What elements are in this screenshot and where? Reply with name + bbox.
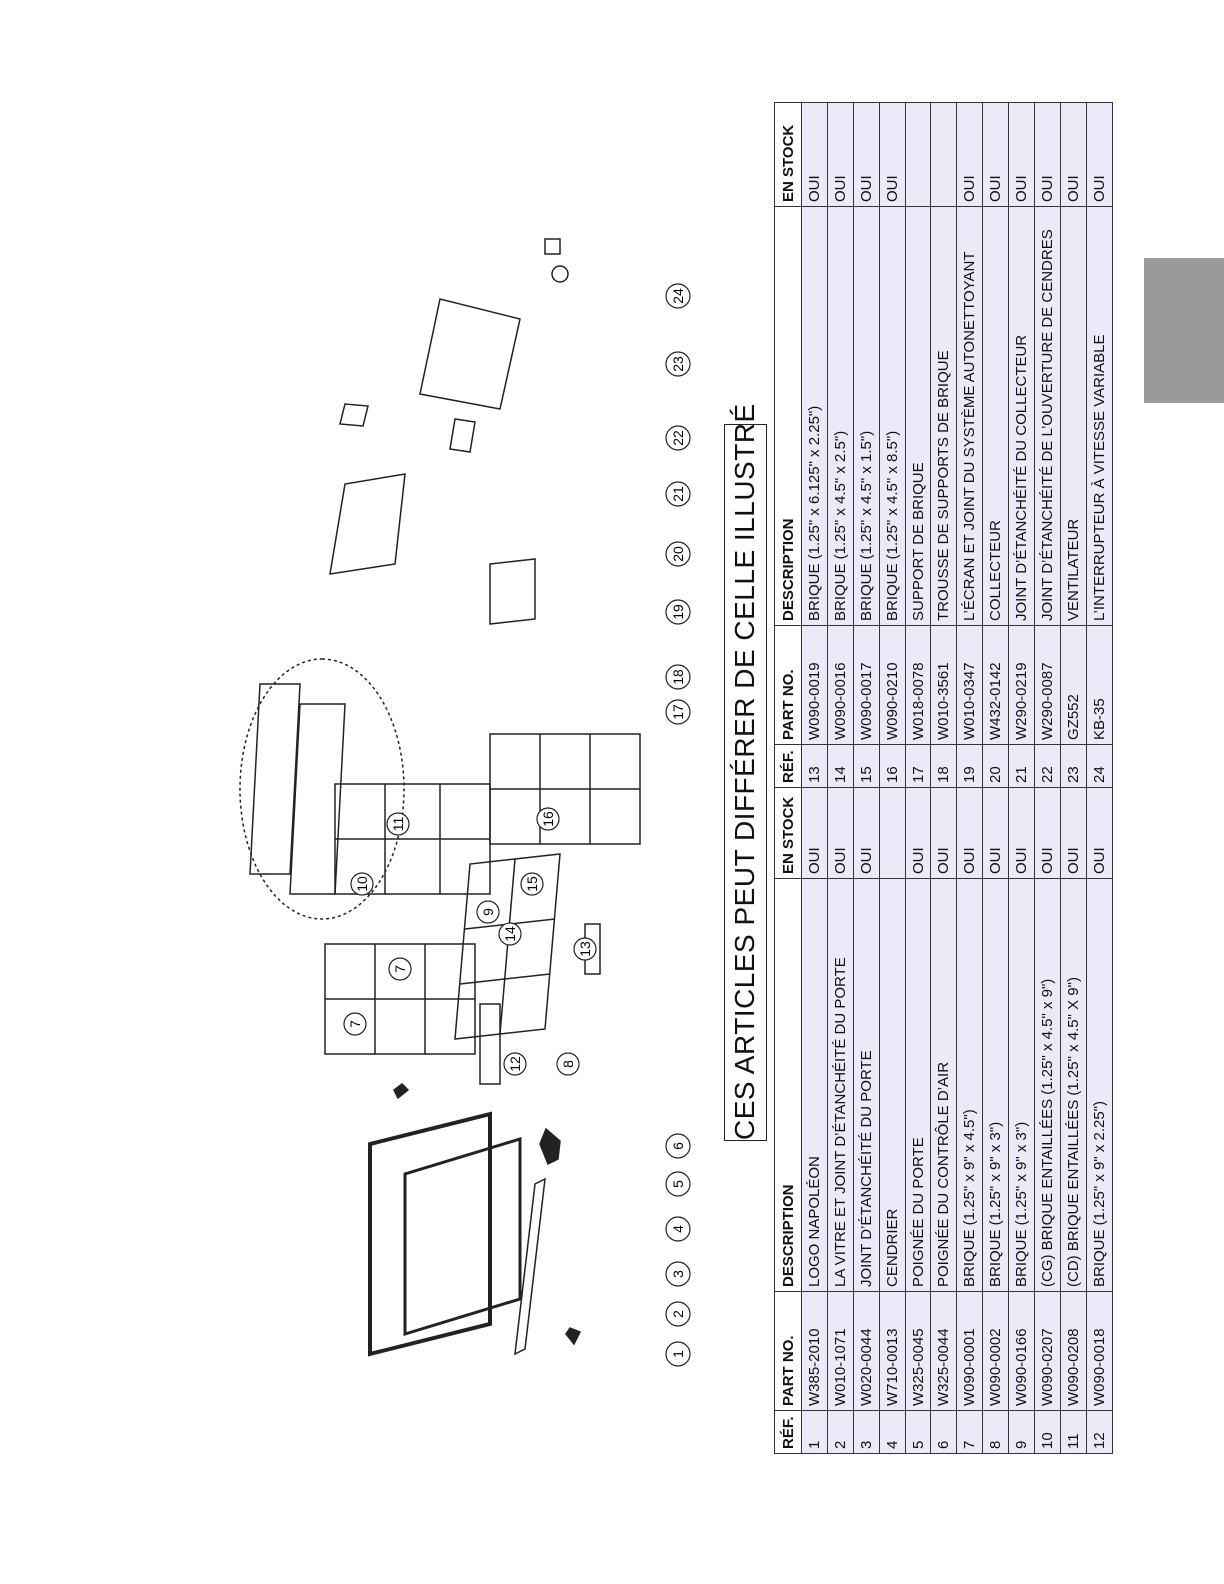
- callout-1: [666, 1342, 690, 1366]
- cell-stock: OUI: [983, 103, 1009, 207]
- cell-stock: [879, 775, 905, 879]
- cell-desc: BRIQUE (1.25" x 4.5" x 8.5"): [879, 207, 905, 626]
- fan-shape: [420, 299, 520, 409]
- callout-2: [666, 1302, 690, 1326]
- table-header-row: [775, 775, 802, 1454]
- svg-text:1: 1: [670, 1350, 686, 1358]
- cell-stock: [931, 103, 957, 207]
- callout-6: [666, 1134, 690, 1158]
- callout-9: [477, 901, 499, 923]
- cell-ref: 23: [1060, 745, 1086, 788]
- cell-part: W432-0142: [983, 626, 1009, 745]
- cell-ref: 14: [827, 745, 853, 788]
- table-row: [879, 775, 905, 1454]
- cell-stock: OUI: [931, 775, 957, 879]
- air-control-handle-shape: [394, 1084, 408, 1098]
- table-row: [853, 103, 879, 788]
- table-row: [827, 775, 853, 1454]
- cell-ref: 15: [853, 745, 879, 788]
- svg-text:16: 16: [540, 811, 556, 827]
- callout-5: [666, 1172, 690, 1196]
- callout-24: [666, 284, 690, 308]
- cell-stock: OUI: [1086, 775, 1112, 879]
- cell-stock: [905, 103, 931, 207]
- table-row: [1060, 775, 1086, 1454]
- callout-15: [521, 873, 543, 895]
- table-row: [1009, 103, 1035, 788]
- cell-part: W090-0208: [1060, 1292, 1086, 1411]
- cell-desc: LOGO NAPOLÉON: [802, 879, 828, 1292]
- parts-table-right: [774, 102, 1113, 788]
- svg-text:18: 18: [670, 669, 686, 685]
- cell-stock: OUI: [802, 775, 828, 879]
- cell-desc: SUPPORT DE BRIQUE: [905, 207, 931, 626]
- table-row: [802, 103, 828, 788]
- callout-20: [666, 542, 690, 566]
- cell-part: W325-0044: [931, 1292, 957, 1411]
- cell-part: W090-0001: [957, 1292, 983, 1411]
- col-desc: DESCRIPTION: [775, 879, 802, 1292]
- cell-part: W010-0347: [957, 626, 983, 745]
- cell-stock: OUI: [1009, 103, 1035, 207]
- cell-part: W090-0016: [827, 626, 853, 745]
- svg-text:20: 20: [670, 546, 686, 562]
- cell-part: W290-0219: [1009, 626, 1035, 745]
- cell-stock: OUI: [827, 103, 853, 207]
- cell-ref: 1: [802, 1411, 828, 1454]
- cell-ref: 16: [879, 745, 905, 788]
- col-desc: DESCRIPTION: [775, 207, 802, 626]
- cell-ref: 5: [905, 1411, 931, 1454]
- floor-brick-grid: [455, 854, 560, 1039]
- table-row: [957, 775, 983, 1454]
- svg-text:3: 3: [670, 1270, 686, 1278]
- cell-desc: BRIQUE (1.25" x 9" x 2.25"): [1086, 879, 1112, 1292]
- callout-7b: [389, 958, 411, 980]
- table-row: [1035, 775, 1061, 1454]
- cell-part: W090-0210: [879, 626, 905, 745]
- cell-stock: OUI: [802, 103, 828, 207]
- parts-table-left: [774, 774, 1113, 1454]
- cell-desc: BRIQUE (1.25" x 9" x 4.5"): [957, 879, 983, 1292]
- cell-desc: COLLECTEUR: [983, 207, 1009, 626]
- cell-part: W290-0087: [1035, 626, 1061, 745]
- cell-part: W090-0166: [1009, 1292, 1035, 1411]
- self-cleaning-screen-shape: [490, 559, 535, 624]
- callout-4: [666, 1217, 690, 1241]
- svg-text:4: 4: [670, 1225, 686, 1233]
- cell-ref: 8: [983, 1411, 1009, 1454]
- cell-desc: BRIQUE (1.25" x 6.125" x 2.25"): [802, 207, 828, 626]
- svg-text:8: 8: [560, 1060, 576, 1068]
- table-row: [1086, 103, 1112, 788]
- collector-shape: [330, 474, 405, 574]
- col-stock: EN STOCK: [775, 103, 802, 207]
- cell-part: GZ552: [1060, 626, 1086, 745]
- cell-part: W710-0013: [879, 1292, 905, 1411]
- callout-19: [666, 600, 690, 624]
- cell-part: W090-0018: [1086, 1292, 1112, 1411]
- callout-18: [666, 665, 690, 689]
- cell-desc: L’INTERRUPTEUR À VITESSE VARIABLE: [1086, 207, 1112, 626]
- callout-10: [351, 873, 373, 895]
- cell-desc: BRIQUE (1.25" x 9" x 3"): [1009, 879, 1035, 1292]
- cell-part: W090-0002: [983, 1292, 1009, 1411]
- cell-part: W090-0019: [802, 626, 828, 745]
- cell-part: W018-0078: [905, 626, 931, 745]
- cell-part: W090-0017: [853, 626, 879, 745]
- cell-part: W090-0207: [1035, 1292, 1061, 1411]
- cell-ref: 19: [957, 745, 983, 788]
- cell-part: W325-0045: [905, 1292, 931, 1411]
- svg-text:11: 11: [390, 816, 406, 832]
- cell-ref: 9: [1009, 1411, 1035, 1454]
- cell-ref: 21: [1009, 745, 1035, 788]
- callout-11: [387, 813, 409, 835]
- svg-text:17: 17: [670, 704, 686, 720]
- table-row: [879, 103, 905, 788]
- cell-ref: 17: [905, 745, 931, 788]
- callout-3: [666, 1262, 690, 1286]
- collector-gasket-shape: [340, 404, 368, 426]
- svg-text:5: 5: [670, 1180, 686, 1188]
- cell-part: KB-35: [1086, 626, 1112, 745]
- cell-desc: BRIQUE (1.25" x 4.5" x 2.5"): [827, 207, 853, 626]
- table-header-row: [775, 103, 802, 788]
- col-part: PART NO.: [775, 1292, 802, 1411]
- cell-desc: JOINT D’ÉTANCHÉITÉ DU PORTE: [853, 879, 879, 1292]
- cell-desc: (CG) BRIQUE ENTAILLÉES (1.25" x 4.5" x 9"): [1035, 879, 1061, 1292]
- callout-13: [574, 938, 596, 960]
- table-row: [1035, 103, 1061, 788]
- switch-knob-shape: [552, 266, 568, 282]
- switch-box-shape: [545, 239, 560, 254]
- cell-stock: OUI: [827, 775, 853, 879]
- callout-14: [499, 923, 521, 945]
- cell-part: W010-1071: [827, 1292, 853, 1411]
- callout-22: [666, 426, 690, 450]
- cell-ref: 4: [879, 1411, 905, 1454]
- cell-stock: OUI: [905, 775, 931, 879]
- svg-text:19: 19: [670, 604, 686, 620]
- cell-part: W020-0044: [853, 1292, 879, 1411]
- svg-text:6: 6: [670, 1142, 686, 1150]
- callout-12: [504, 1053, 526, 1075]
- cell-desc: BRIQUE (1.25" x 4.5" x 1.5"): [853, 207, 879, 626]
- table-row: [853, 775, 879, 1454]
- cell-desc: CENDRIER: [879, 879, 905, 1292]
- right-brick-wall: [490, 734, 640, 844]
- svg-text:9: 9: [480, 908, 496, 916]
- cell-ref: 13: [802, 745, 828, 788]
- table-row: [1086, 775, 1112, 1454]
- col-ref: RÉF.: [775, 1411, 802, 1454]
- svg-text:21: 21: [670, 486, 686, 502]
- table-row: [827, 103, 853, 788]
- cell-desc: BRIQUE (1.25" x 9" x 3"): [983, 879, 1009, 1292]
- svg-text:23: 23: [670, 356, 686, 372]
- table-row: [931, 775, 957, 1454]
- cell-stock: OUI: [853, 775, 879, 879]
- table-row: [931, 103, 957, 788]
- cell-stock: OUI: [983, 775, 1009, 879]
- cell-ref: 2: [827, 1411, 853, 1454]
- col-part: PART NO.: [775, 626, 802, 745]
- cell-ref: 6: [931, 1411, 957, 1454]
- cell-part: W010-3561: [931, 626, 957, 745]
- col-ref: RÉF.: [775, 745, 802, 788]
- cell-stock: OUI: [1009, 775, 1035, 879]
- svg-text:12: 12: [507, 1056, 523, 1072]
- cell-stock: OUI: [957, 775, 983, 879]
- table-row: [1060, 103, 1086, 788]
- cell-ref: 24: [1086, 745, 1112, 788]
- svg-text:10: 10: [354, 876, 370, 892]
- cell-ref: 18: [931, 745, 957, 788]
- cell-desc: L’ÉCRAN ET JOINT DU SYSTÈME AUTONETTOYANT: [957, 207, 983, 626]
- logo-shape: [566, 1328, 580, 1344]
- svg-text:15: 15: [524, 876, 540, 892]
- svg-text:14: 14: [502, 926, 518, 942]
- page-heading: CES ARTICLES PEUT DIFFÉRER DE CELLE ILLUSTRÉ: [724, 424, 767, 1141]
- cell-ref: 12: [1086, 1411, 1112, 1454]
- svg-text:7: 7: [347, 1020, 363, 1028]
- callout-8: [557, 1053, 579, 1075]
- cell-desc: POIGNÉE DU CONTRÔLE D’AIR: [931, 879, 957, 1292]
- svg-text:2: 2: [670, 1310, 686, 1318]
- callout-16: [537, 808, 559, 830]
- table-row: [802, 775, 828, 1454]
- svg-text:24: 24: [670, 288, 686, 304]
- baffle-ellipse: [240, 659, 404, 919]
- cell-desc: POIGNÉE DU PORTE: [905, 879, 931, 1292]
- door-glass-shape: [405, 1139, 520, 1334]
- cell-desc: JOINT D’ÉTANCHÉITÉ DU COLLECTEUR: [1009, 207, 1035, 626]
- cell-part: W385-2010: [802, 1292, 828, 1411]
- svg-text:7: 7: [392, 965, 408, 973]
- table-row: [957, 103, 983, 788]
- ash-opening-gasket-shape: [450, 419, 475, 452]
- table-row: [983, 103, 1009, 788]
- cell-ref: 10: [1035, 1411, 1061, 1454]
- table-row: [1009, 775, 1035, 1454]
- cell-ref: 20: [983, 745, 1009, 788]
- callout-7a: [344, 1013, 366, 1035]
- svg-text:22: 22: [670, 430, 686, 446]
- cell-stock: OUI: [853, 103, 879, 207]
- cell-ref: 3: [853, 1411, 879, 1454]
- cell-desc: LA VITRE ET JOINT D’ÉTANCHÉITÉ DU PORTE: [827, 879, 853, 1292]
- door-handle-shape: [540, 1129, 560, 1164]
- door-frame-shape: [370, 1114, 490, 1354]
- callout-group: [344, 284, 690, 1366]
- cell-stock: OUI: [1060, 775, 1086, 879]
- cell-stock: OUI: [1086, 103, 1112, 207]
- cell-desc: TROUSSE DE SUPPORTS DE BRIQUE: [931, 207, 957, 626]
- cell-stock: OUI: [1035, 775, 1061, 879]
- table-row: [905, 775, 931, 1454]
- table-row: [983, 775, 1009, 1454]
- cell-stock: OUI: [1060, 103, 1086, 207]
- cell-stock: OUI: [879, 103, 905, 207]
- cell-ref: 11: [1060, 1411, 1086, 1454]
- col-stock: EN STOCK: [775, 775, 802, 879]
- cell-desc: VENTILATEUR: [1060, 207, 1086, 626]
- brick-bracket-12: [480, 1004, 500, 1084]
- cell-ref: 7: [957, 1411, 983, 1454]
- cell-stock: OUI: [957, 103, 983, 207]
- callout-23: [666, 352, 690, 376]
- cell-stock: OUI: [1035, 103, 1061, 207]
- svg-text:13: 13: [577, 941, 593, 957]
- callout-17: [666, 700, 690, 724]
- callout-21: [666, 482, 690, 506]
- baffle-board-1: [290, 704, 345, 894]
- cell-desc: JOINT D’ÉTANCHÉITÉ DE L’OUVERTURE DE CENDRES: [1035, 207, 1061, 626]
- table-row: [905, 103, 931, 788]
- cell-desc: (CD) BRIQUE ENTAILLÉES (1.25" x 4.5" X 9"): [1060, 879, 1086, 1292]
- cell-ref: 22: [1035, 745, 1061, 788]
